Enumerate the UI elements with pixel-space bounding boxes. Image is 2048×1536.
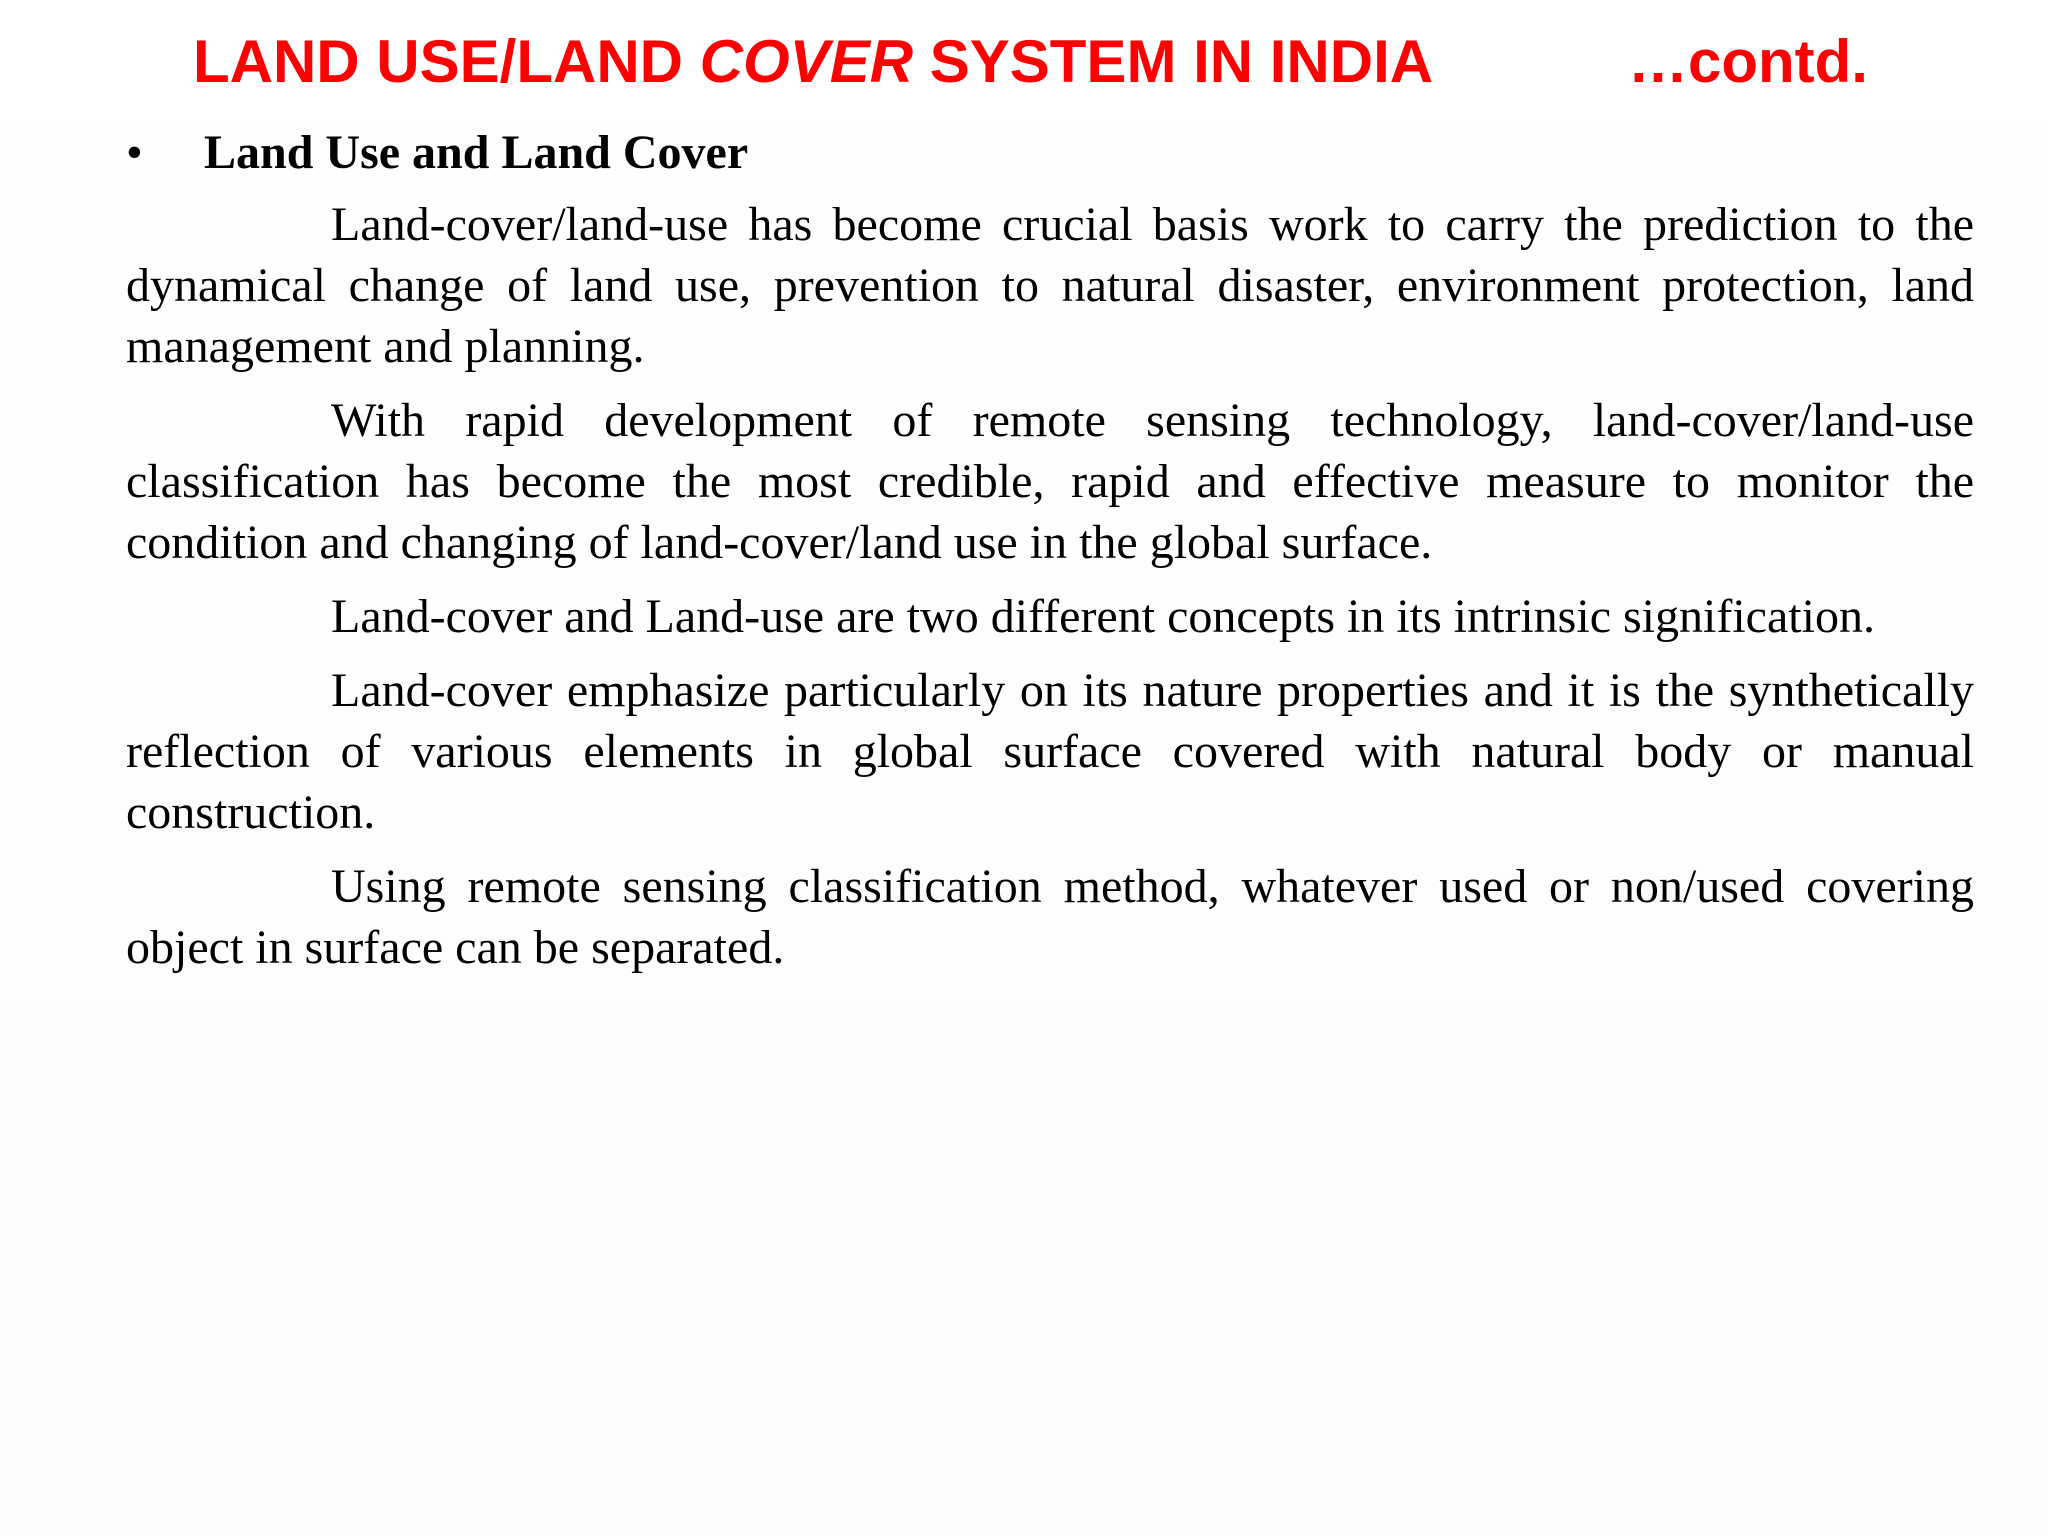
paragraph-2: With rapid development of remote sensing technology, land-cover/land-use classification has become the most credible, rapid and effective measure to monitor the condition and changing of land-cover/land use in the global surface.: [126, 394, 1974, 569]
title-part-italic: COVER: [699, 28, 914, 95]
bullet-dot-icon: •: [126, 126, 143, 179]
title-part-1: LAND USE/LAND: [193, 28, 700, 95]
bullet-item: [126, 120, 1974, 186]
paragraph-5: Using remote sensing classification method, whatever used or non/used covering object in surface can be separated.: [126, 860, 1974, 974]
title-contd: …contd.: [1628, 28, 1868, 95]
title-part-3: SYSTEM IN INDIA: [913, 28, 1434, 95]
paragraph-1: Land-cover/land-use has become crucial basis work to carry the prediction to the dynamical change of land use, prevention to natural disaster, environment protection, land management and planning.: [126, 198, 1974, 373]
title-main: [193, 22, 1433, 102]
bullet-heading: Land Use and Land Cover: [204, 126, 749, 179]
slide-title: [0, 22, 2048, 102]
slide-body: [126, 120, 1974, 978]
paragraph-4: Land-cover emphasize particularly on its nature properties and it is the synthetically reflection of various elements in global surface covered with natural body or manual construction.: [126, 664, 1974, 839]
paragraph-3: Land-cover and Land-use are two different concepts in its intrinsic signification.: [331, 590, 1875, 643]
